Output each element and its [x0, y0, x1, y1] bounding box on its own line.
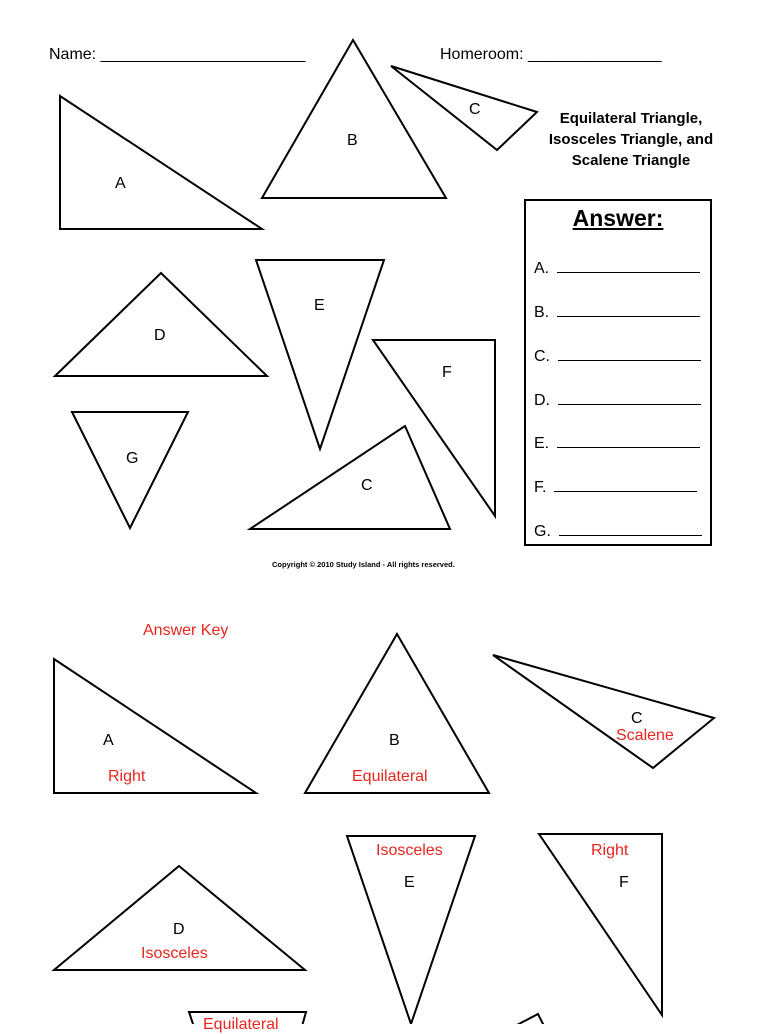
answer-row-d[interactable] [534, 390, 701, 410]
key-triangle-d-letter: D [173, 921, 185, 938]
answer-blank[interactable] [557, 302, 700, 317]
triangle-c-top-letter: C [469, 101, 481, 118]
key-answer-b: Equilateral [352, 768, 428, 785]
key-answer-e: Isosceles [376, 842, 443, 859]
key-answer-a: Right [108, 768, 146, 785]
triangle-d-letter: D [154, 327, 166, 344]
key-triangle-partial [515, 1014, 546, 1024]
key-triangle-e-letter: E [404, 874, 415, 891]
answer-blank[interactable] [557, 433, 700, 448]
answer-row-label: D. [534, 392, 550, 409]
key-triangle-b-letter: B [389, 732, 400, 749]
triangle-e [256, 260, 384, 449]
answer-row-g[interactable] [534, 521, 702, 541]
answer-row-label: A. [534, 260, 550, 277]
answer-blank[interactable] [557, 258, 700, 273]
triangle-c-bottom [250, 426, 450, 529]
triangle-c-top [391, 66, 537, 150]
key-answer-d: Isosceles [141, 945, 208, 962]
answer-row-label: G. [534, 523, 551, 540]
title-line-3: Scalene Triangle [571, 152, 691, 169]
key-triangle-e [347, 836, 475, 1024]
answer-row-a[interactable] [534, 258, 700, 278]
triangle-e-letter: E [314, 297, 325, 314]
homeroom-field-label: Homeroom: _______________ [440, 46, 662, 63]
key-triangle-a-letter: A [103, 732, 114, 749]
triangle-g-letter: G [126, 450, 139, 467]
answer-row-f[interactable] [534, 477, 697, 497]
answer-blank[interactable] [559, 521, 702, 536]
key-triangle-a [54, 659, 256, 793]
key-triangle-f-letter: F [619, 874, 629, 891]
answer-row-label: F. [534, 479, 547, 496]
answer-heading: Answer: [572, 205, 664, 231]
triangle-a-letter: A [115, 175, 126, 192]
key-triangle-f [539, 834, 662, 1015]
triangle-f-letter: F [442, 364, 452, 381]
answer-row-c[interactable] [534, 346, 701, 366]
triangle-c-bottom-letter: C [361, 477, 373, 494]
key-answer-g: Equilateral [203, 1016, 279, 1033]
answer-row-b[interactable] [534, 302, 700, 322]
title-line-1: Equilateral Triangle, [559, 110, 703, 127]
answer-row-label: C. [534, 348, 550, 365]
answer-key-heading: Answer Key [143, 622, 229, 639]
key-triangle-c [493, 655, 714, 768]
copyright-notice: Copyright © 2010 Study Island - All rights reserved. [272, 560, 455, 569]
triangle-b-letter: B [347, 132, 358, 149]
key-answer-c: Scalene [616, 727, 674, 744]
answer-blank[interactable] [558, 346, 701, 361]
worksheet-title [521, 108, 741, 171]
title-line-2: Isosceles Triangle, and [548, 131, 714, 148]
answer-blank[interactable] [554, 477, 697, 492]
key-answer-f: Right [591, 842, 629, 859]
triangle-d [55, 273, 267, 376]
answer-box [524, 199, 712, 546]
triangle-g [72, 412, 188, 528]
answer-row-label: E. [534, 435, 550, 452]
name-field-label: Name: _______________________ [49, 46, 306, 63]
answer-blank[interactable] [558, 390, 701, 405]
key-triangle-c-letter: C [631, 710, 643, 727]
answer-row-label: B. [534, 304, 550, 321]
answer-row-e[interactable] [534, 433, 700, 453]
triangle-a [60, 96, 262, 229]
